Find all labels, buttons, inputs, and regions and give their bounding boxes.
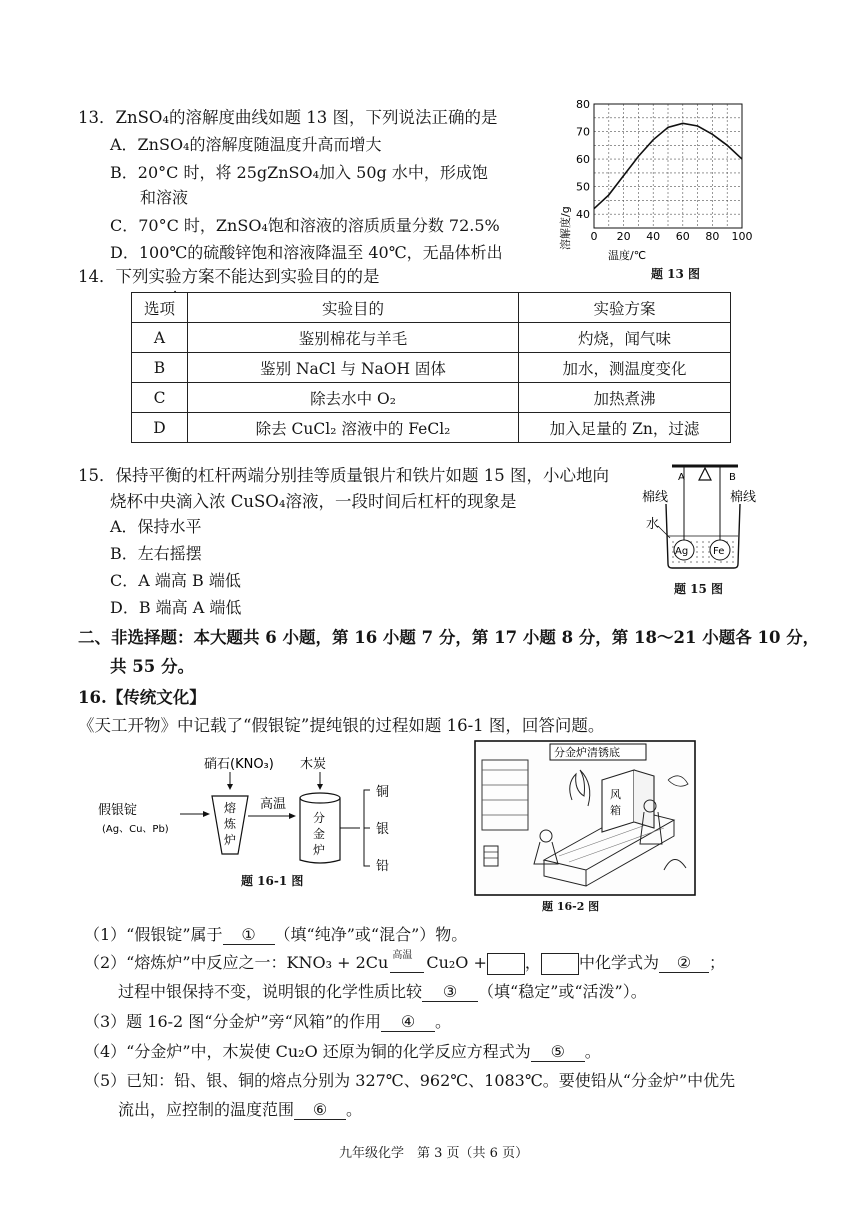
- q15-option-d: D．B 端高 A 端低: [110, 598, 242, 617]
- q15-stem-line2: 烧杯中央滴入浓 CuSO₄溶液，一段时间后杠杆的现象是: [110, 492, 517, 511]
- q13-stem: 13．ZnSO₄的溶解度曲线如题 13 图，下列说法正确的是: [78, 108, 498, 127]
- q16-part2b-text: 过程中银保持不变，说明银的化学性质比较: [118, 982, 423, 1001]
- q16-part5-text: 流出，应控制的温度范围: [118, 1100, 295, 1119]
- bellows-label-char: 风: [610, 788, 621, 801]
- table-row: [132, 383, 731, 413]
- y-tick-label: 70: [576, 125, 590, 139]
- thread-right-label: 棉线: [730, 490, 757, 505]
- q16-part4-text: （4）“分金炉”中，木炭使 Cu₂O 还原为铜的化学反应方程式为: [84, 1042, 531, 1061]
- output-copper: 铜: [376, 785, 390, 800]
- table-header-cell: 实验目的: [188, 293, 519, 323]
- answer-blank-6[interactable]: ⑥: [294, 1100, 346, 1120]
- illustration-title: 分金炉清锈底: [554, 746, 620, 759]
- bellows-label-char: 箱: [610, 804, 621, 817]
- reaction-condition: 高温: [392, 949, 413, 961]
- q16-part1-text: （1）“假银锭”属于: [84, 925, 223, 944]
- table-cell: 加水，测温度变化: [519, 353, 731, 383]
- q16-intro: 《天工开物》中记载了“假银锭”提纯银的过程如题 16-1 图，回答问题。: [78, 716, 605, 735]
- lever-end-b-label: B: [729, 472, 736, 483]
- q13-option-b-line2: 和溶液: [140, 188, 189, 207]
- answer-blank-3[interactable]: ③: [422, 982, 478, 1002]
- separating-furnace-char: 金: [313, 827, 326, 841]
- table-cell: 鉴别 NaCl 与 NaOH 固体: [188, 353, 519, 383]
- q16-part4: （4）“分金炉”中，木炭使 Cu₂O 还原为铜的化学反应方程式为 ⑤ 。: [84, 1042, 601, 1061]
- x-tick-label: 80: [705, 230, 720, 243]
- y-tick-label: 40: [576, 208, 590, 222]
- q16-part1-text: （填“纯净”或“混合”）物。: [274, 925, 468, 944]
- y-tick-label: 80: [576, 98, 590, 111]
- q16-part1: [84, 922, 467, 945]
- chart-y-label: 溶解度/g: [559, 206, 572, 250]
- q15-option-b: B．左右摇摆: [110, 544, 202, 563]
- smelting-furnace-char: 炼: [224, 817, 237, 831]
- q13-option-c: C．70°C 时，ZnSO₄饱和溶液的溶质质量分数 72.5%: [110, 216, 500, 235]
- smelting-furnace-char: 熔: [224, 801, 237, 815]
- y-tick-label: 50: [576, 180, 590, 194]
- chart-ticks: [576, 98, 753, 243]
- answer-box[interactable]: [541, 953, 579, 975]
- lever-beaker-figure: [640, 458, 770, 576]
- output-lead: 铅: [376, 859, 390, 874]
- thread-left-label: 棉线: [642, 490, 669, 505]
- q16-part5-line2: 流出，应控制的温度范围 ⑥ 。: [118, 1100, 363, 1119]
- x-tick-label: 20: [616, 230, 631, 243]
- separating-furnace-char: 炉: [313, 843, 326, 857]
- q16-part2b: [118, 979, 647, 1002]
- q13-option-d: D．100℃的硫酸锌饱和溶液降温至 40℃，无晶体析出: [110, 243, 503, 262]
- x-tick-label: 60: [675, 230, 690, 243]
- q16-part5-line1: （5）已知：铅、银、铜的熔点分别为 327℃、962℃、1083℃。要使铅从“分金炉”中优先: [84, 1071, 736, 1090]
- table-row: [132, 413, 731, 443]
- q14-table: [131, 292, 731, 443]
- table-header-row: [132, 293, 731, 323]
- smelting-furnace-char: 炉: [224, 833, 237, 847]
- q16-part2-text: 中化学式为: [578, 953, 659, 972]
- silver-label: Ag: [675, 546, 689, 557]
- table-row: [132, 323, 731, 353]
- q15-option-a: A．保持水平: [110, 517, 202, 536]
- q13-option-a: A．ZnSO₄的溶解度随温度升高而增大: [110, 135, 382, 154]
- figure-16-1-caption: 题 16-1 图: [241, 874, 304, 888]
- process-diagram: [88, 752, 418, 892]
- bellows-box: [602, 770, 634, 832]
- section-2-heading-line1: 二、非选择题：本大题共 6 小题，第 16 小题 7 分，第 17 小题 8 分，第 18～21 小题各 10 分，: [78, 628, 820, 647]
- water-pointer: [658, 526, 670, 538]
- chart-x-label: 温度/℃: [608, 249, 647, 262]
- table-cell: 加入足量的 Zn，过滤: [519, 413, 731, 443]
- q14-stem: 14．下列实验方案不能达到实验目的的是: [78, 267, 380, 286]
- q15-stem-line1: 15．保持平衡的杠杆两端分别挂等质量银片和铁片如题 15 图，小心地向: [78, 466, 609, 485]
- water-label: 水: [646, 517, 660, 532]
- x-tick-label: 40: [646, 230, 661, 243]
- x-tick-label: 100: [731, 230, 753, 243]
- table-row: [132, 353, 731, 383]
- table-cell: C: [132, 383, 188, 413]
- q16-part2b-text: （填“稳定”或“活泼”）。: [478, 982, 647, 1001]
- table-cell: A: [132, 323, 188, 353]
- q13-option-b-line1: B．20°C 时，将 25gZnSO₄加入 50g 水中，形成饱: [110, 163, 488, 182]
- q16-part3-text: （3）题 16-2 图“分金炉”旁“风箱”的作用: [84, 1012, 382, 1031]
- table-header-cell: 选项: [132, 293, 188, 323]
- answer-blank-1[interactable]: ①: [223, 925, 275, 945]
- q16-part3: （3）题 16-2 图“分金炉”旁“风箱”的作用 ④ 。: [84, 1012, 452, 1031]
- section-2-heading-line2: 共 55 分。: [110, 657, 194, 676]
- ancient-furnace-illustration: [474, 740, 696, 896]
- answer-blank-5[interactable]: ⑤: [531, 1042, 585, 1062]
- table-cell: 除去 CuCl₂ 溶液中的 FeCl₂: [188, 413, 519, 443]
- iron-label: Fe: [713, 546, 725, 557]
- q16-part2: （2）“熔炼炉”中反应之一：KNO₃ + 2Cu 高温 Cu₂O + ， 中化学式为 ② ；: [84, 950, 725, 975]
- table-cell: 灼烧，闻气味: [519, 323, 731, 353]
- ingot-composition: (Ag、Cu、Pb): [102, 824, 169, 835]
- q13-figure-caption: 题 13 图: [651, 267, 701, 281]
- emphasis-dot: ·: [173, 285, 178, 300]
- charcoal-label: 木炭: [300, 757, 327, 772]
- q16-part2-text: （2）“熔炼炉”中反应之一：KNO₃ + 2Cu: [84, 953, 389, 972]
- fulcrum: [699, 468, 711, 480]
- y-tick-label: 60: [576, 153, 590, 167]
- saltpeter-label: 硝石(KNO₃): [204, 757, 274, 772]
- q15-figure-caption: 题 15 图: [674, 582, 724, 596]
- table-cell: B: [132, 353, 188, 383]
- page-footer: 九年级化学 第 3 页（共 6 页）: [339, 1146, 529, 1161]
- q15-option-c: C．A 端高 B 端低: [110, 571, 241, 590]
- high-temp-label: 高温: [260, 797, 287, 812]
- chart-grid: [594, 104, 742, 228]
- lever-end-a-label: A: [678, 472, 685, 483]
- solubility-chart: [548, 92, 760, 264]
- table-cell: 鉴别棉花与羊毛: [188, 323, 519, 353]
- table-cell: 加热煮沸: [519, 383, 731, 413]
- table-cell: 除去水中 O₂: [188, 383, 519, 413]
- answer-box[interactable]: [487, 953, 525, 975]
- answer-blank-4[interactable]: ④: [381, 1012, 435, 1032]
- q16-title: 16.【传统文化】: [78, 688, 206, 707]
- table-cell: D: [132, 413, 188, 443]
- separating-furnace-char: 分: [313, 811, 326, 825]
- answer-blank-2[interactable]: ②: [659, 953, 709, 973]
- output-silver: 银: [376, 822, 390, 837]
- q16-part2-text: Cu₂O +: [426, 953, 487, 972]
- x-tick-label: 0: [590, 230, 598, 243]
- table-header-cell: 实验方案: [519, 293, 731, 323]
- fake-ingot-label: 假银锭: [98, 803, 138, 818]
- figure-16-2-caption: 题 16-2 图: [542, 900, 600, 913]
